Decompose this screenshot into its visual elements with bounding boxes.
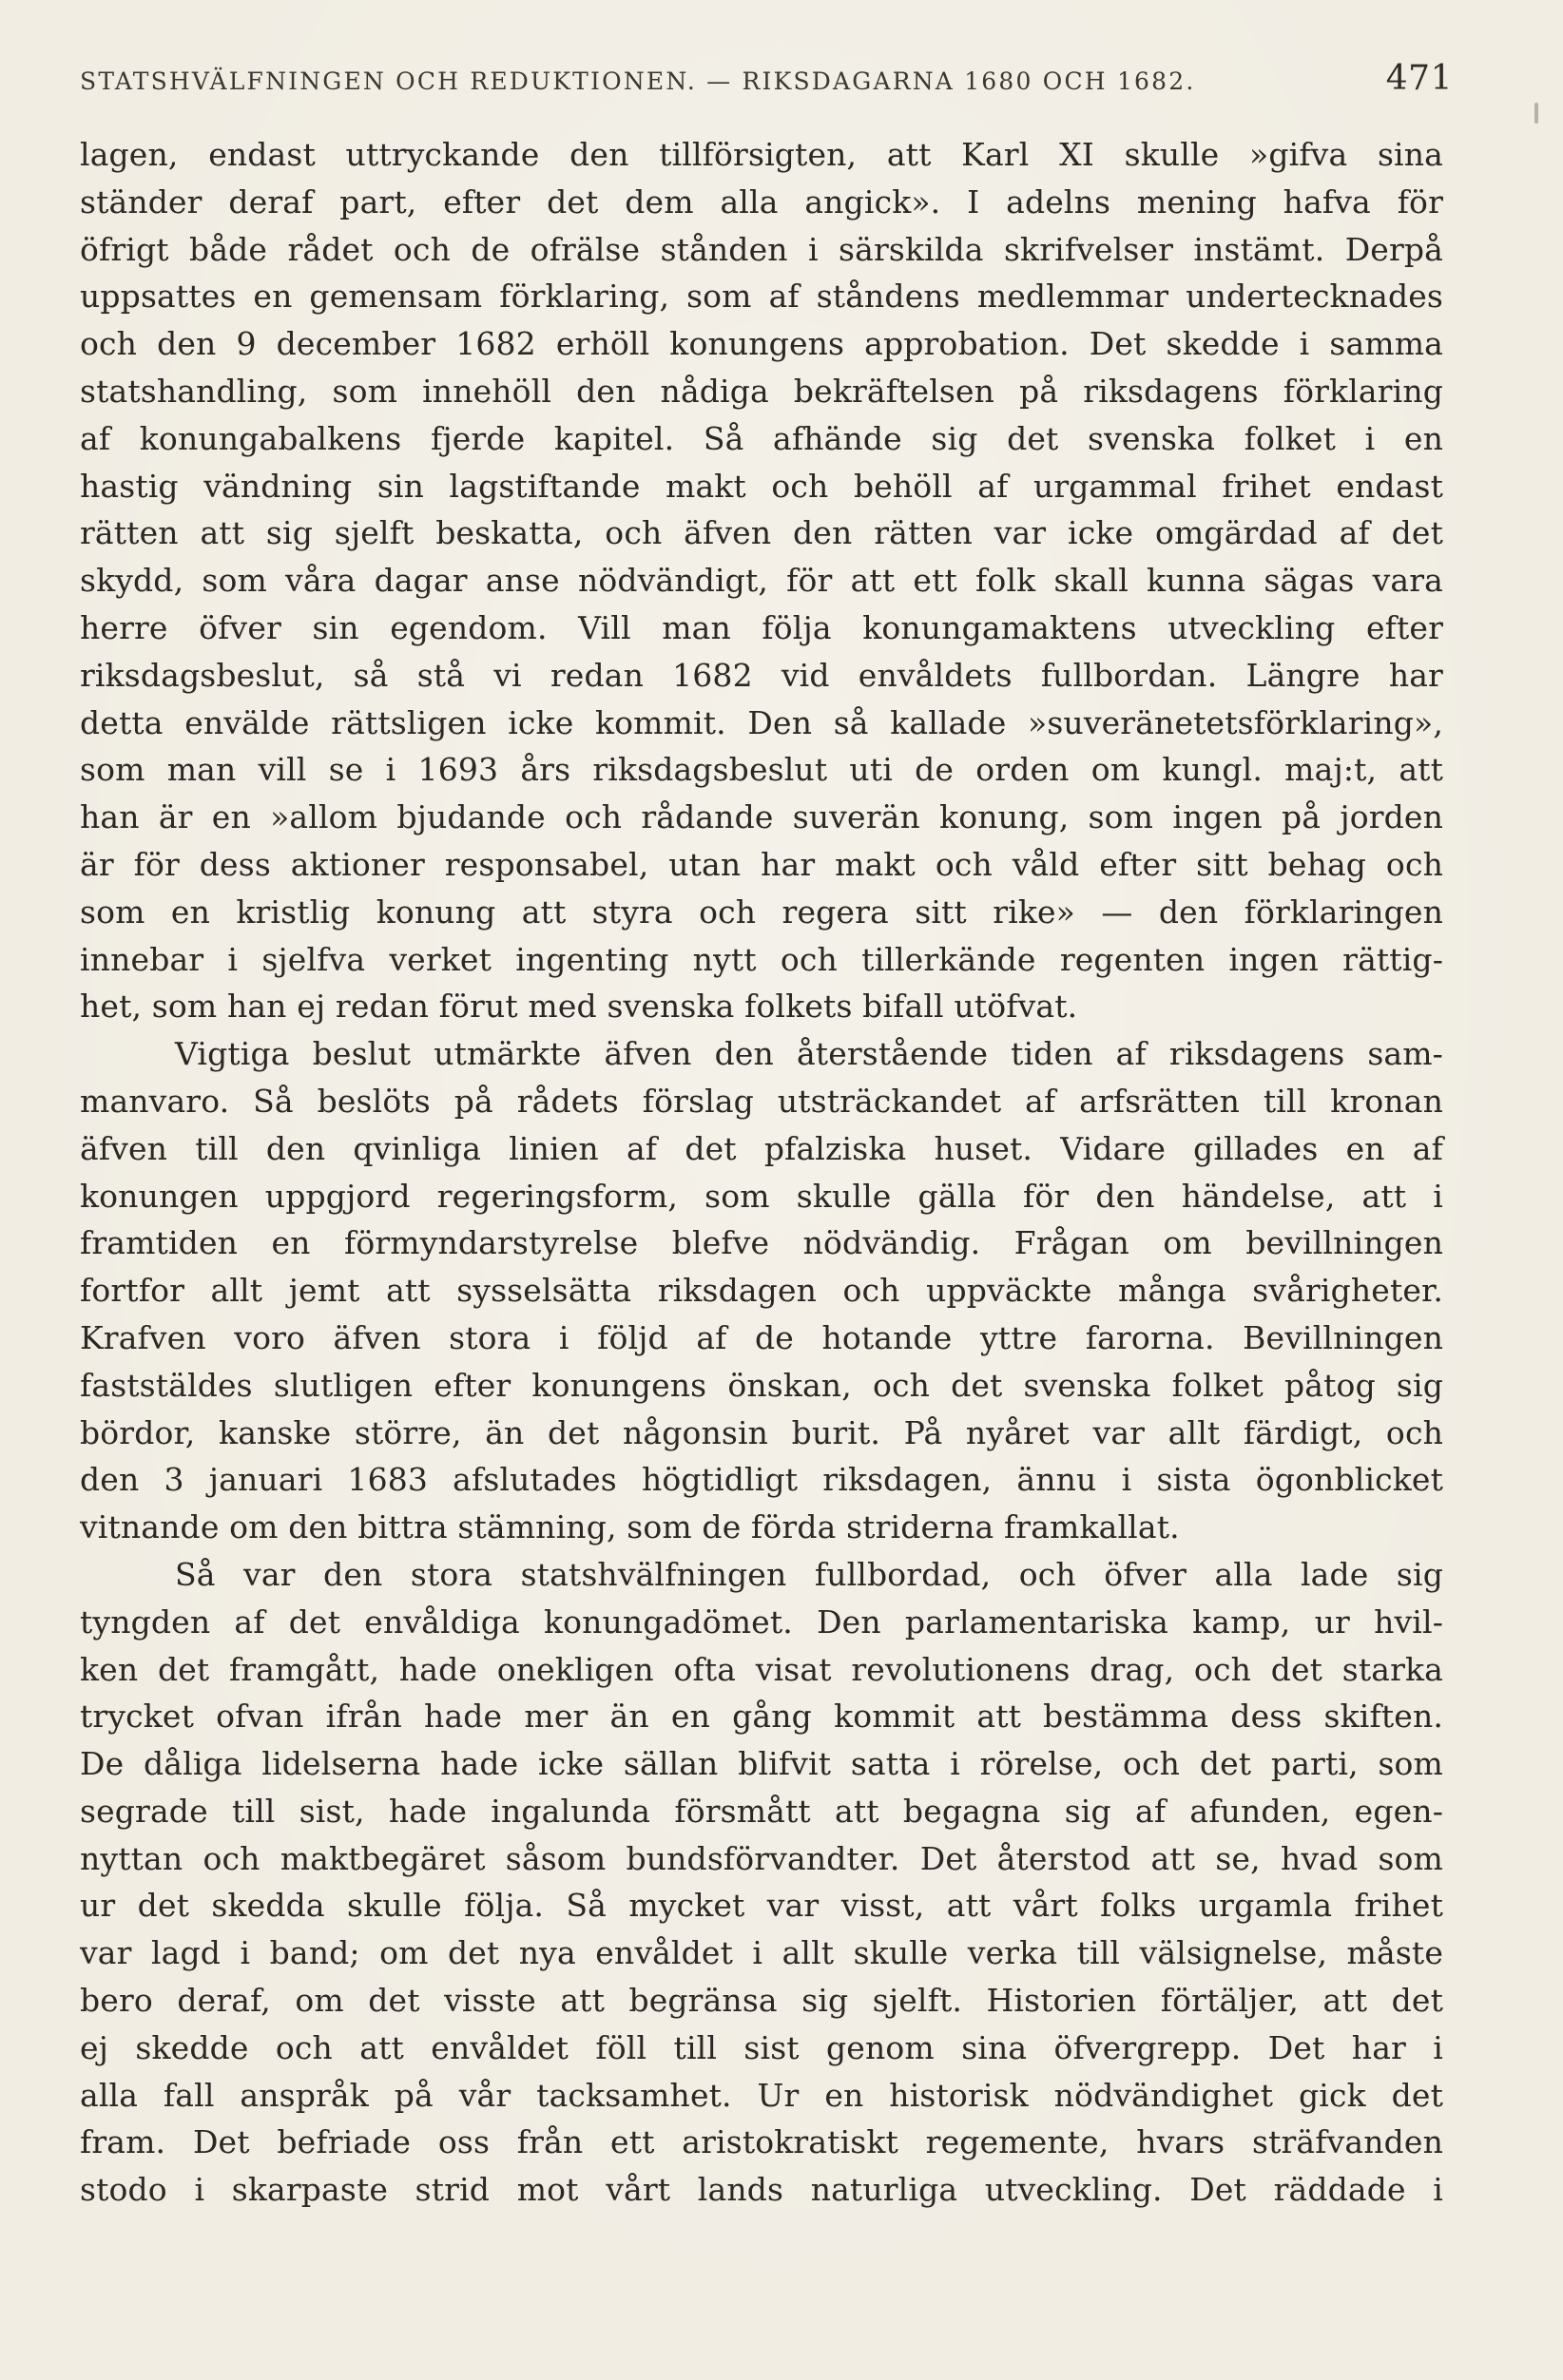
text-line: äfven till den qvinliga linien af det pfalziska huset. Vidare gillades en af [80, 1129, 1443, 1167]
paragraph-start-line: Vigtiga beslut utmärkte äfven den återstående tiden af riksdagens sam- [175, 1035, 1443, 1073]
text-line: segrade till sist, hade ingalunda försmått att begagna sig af afunden, egen- [80, 1792, 1443, 1830]
text-line: och den 9 december 1682 erhöll konungens approbation. Det skedde i samma [80, 325, 1443, 363]
text-line: manvaro. Så beslöts på rådets förslag utsträckandet af arfsrätten till kronan [80, 1082, 1443, 1120]
text-line: riksdagsbeslut, så stå vi redan 1682 vid envåldets fullbordan. Längre har [80, 656, 1443, 694]
text-line: som man vill se i 1693 års riksdagsbeslut uti de orden om kungl. maj:t, att [80, 751, 1443, 789]
text-line: framtiden en förmyndarstyrelse blefve nödvändig. Frågan om bevillningen [80, 1224, 1443, 1262]
scan-mark [1534, 103, 1538, 124]
paragraph-start-line: Så var den stora statshvälfningen fullbordad, och öfver alla lade sig [175, 1555, 1443, 1593]
body-text [80, 131, 1443, 2214]
text-line: öfrigt både rådet och de ofrälse stånden i särskilda skrifvelser instämt. Derpå [80, 230, 1443, 268]
text-line: är för dess aktioner responsabel, utan har makt och våld efter sitt behag och [80, 845, 1443, 883]
text-line: uppsattes en gemensam förklaring, som af ståndens medlemmar undertecknades [80, 278, 1443, 316]
text-line: faststäldes slutligen efter konungens önskan, och det svenska folket påtog sig [80, 1366, 1443, 1404]
running-header [80, 59, 1453, 103]
text-line: ej skedde och att envåldet föll till sist genom sina öfvergrepp. Det har i [80, 2028, 1443, 2066]
text-line: rätten att sig sjelft beskatta, och äfven den rätten var icke omgärdad af det [80, 514, 1443, 552]
text-line: ständer deraf part, efter det dem alla angick». I adelns mening hafva för [80, 182, 1443, 221]
paragraph-end-line: vitnande om den bittra stämning, som de förda striderna framkallat. [80, 1508, 1180, 1546]
text-line: nyttan och maktbegäret såsom bundsförvandter. Det återstod att se, hvad som [80, 1839, 1443, 1877]
text-line: han är en »allom bjudande och rådande suverän konung, som ingen på jorden [80, 798, 1443, 836]
text-line: herre öfver sin egendom. Vill man följa konungamaktens utveckling efter [80, 608, 1443, 646]
text-line: De dåliga lidelserna hade icke sällan blifvit satta i rörelse, och det parti, som [80, 1745, 1443, 1783]
text-line: hastig vändning sin lagstiftande makt och behöll af urgammal frihet endast [80, 467, 1443, 505]
text-line: fortfor allt jemt att sysselsätta riksdagen och uppväckte många svårigheter. [80, 1272, 1443, 1310]
text-line: stodo i skarpaste strid mot vårt lands naturliga utveckling. Det räddade i [80, 2171, 1443, 2209]
paragraph-end-line: het, som han ej redan förut med svenska folkets bifall utöfvat. [80, 988, 1078, 1026]
text-line: bero deraf, om det visste att begränsa sig sjelft. Historien förtäljer, att det [80, 1982, 1443, 2020]
text-line: tyngden af det envåldiga konungadömet. Den parlamentariska kamp, ur hvil- [80, 1603, 1443, 1641]
page-number: 471 [1385, 59, 1453, 98]
text-line: lagen, endast uttryckande den tillförsigten, att Karl XI skulle »gifva sina [80, 136, 1443, 173]
running-title: STATSHVÄLFNINGEN OCH REDUKTIONEN. — RIKSDAGARNA 1680 OCH 1682. [80, 67, 1196, 95]
text-line: statshandling, som innehöll den nådiga bekräftelsen på riksdagens förklaring [80, 372, 1443, 410]
text-line: konungen uppgjord regeringsform, som skulle gälla för den händelse, att i [80, 1177, 1443, 1215]
text-line: ken det framgått, hade onekligen ofta visat revolutionens drag, och det starka [80, 1650, 1443, 1688]
text-line: af konungabalkens fjerde kapitel. Så afhände sig det svenska folket i en [80, 419, 1443, 457]
text-line: bördor, kanske större, än det någonsin burit. På nyåret var allt färdigt, och [80, 1413, 1443, 1451]
text-line: som en kristlig konung att styra och regera sitt rike» — den förklaringen [80, 892, 1443, 931]
text-line: skydd, som våra dagar anse nödvändigt, för att ett folk skall kunna sägas vara [80, 562, 1443, 600]
text-line: var lagd i band; om det nya envåldet i allt skulle verka till välsignelse, måste [80, 1934, 1443, 1972]
text-line: detta envälde rättsligen icke kommit. Den så kallade »suveränetetsförklaring», [80, 703, 1443, 741]
text-line: Krafven voro äfven stora i följd af de hotande yttre farorna. Bevillningen [80, 1318, 1443, 1356]
text-line: innebar i sjelfva verket ingenting nytt och tillerkände regenten ingen rättig- [80, 940, 1443, 978]
text-line: den 3 januari 1683 afslutades högtidligt riksdagen, ännu i sista ögonblicket [80, 1461, 1443, 1499]
text-line: ur det skedda skulle följa. Så mycket var visst, att vårt folks urgamla frihet [80, 1887, 1443, 1925]
text-line: trycket ofvan ifrån hade mer än en gång kommit att bestämma dess skiften. [80, 1698, 1443, 1736]
text-line: alla fall anspråk på vår tacksamhet. Ur en historisk nödvändighet gick det [80, 2076, 1443, 2114]
text-line: fram. Det befriade oss från ett aristokratiskt regemente, hvars sträfvanden [80, 2123, 1443, 2161]
